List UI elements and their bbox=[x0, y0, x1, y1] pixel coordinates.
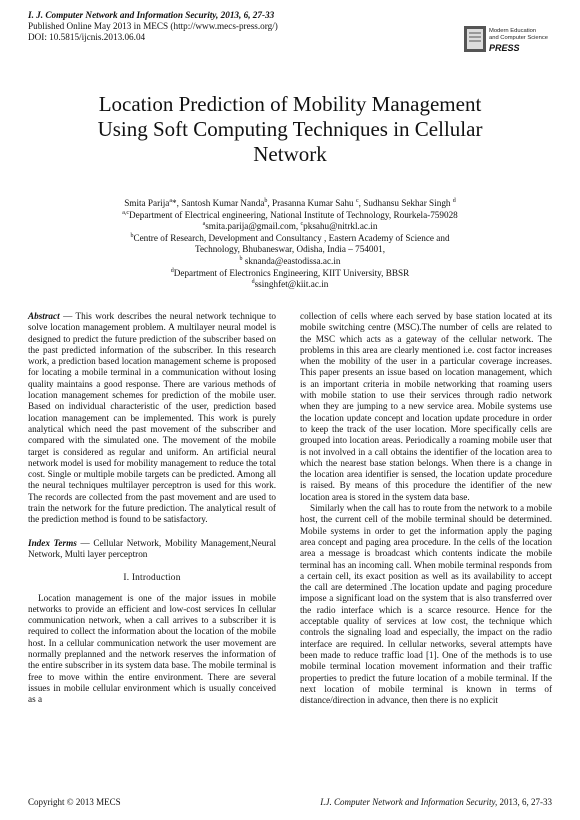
paper-title bbox=[30, 92, 550, 167]
doi-line: DOI: 10.5815/ijcnis.2013.06.04 bbox=[28, 32, 146, 42]
logo-line2: and Computer Science bbox=[489, 35, 548, 41]
title-line-3: Network bbox=[253, 142, 327, 166]
mecs-press-logo bbox=[462, 16, 554, 62]
logo-line1: Modern Education bbox=[489, 28, 537, 34]
index-terms-label: Index Terms bbox=[28, 537, 77, 548]
journal-header bbox=[28, 10, 458, 43]
abstract bbox=[28, 311, 276, 526]
title-line-1: Location Prediction of Mobility Management bbox=[98, 92, 482, 116]
index-terms bbox=[28, 538, 276, 561]
journal-citation bbox=[28, 10, 458, 21]
author-name: , Prasanna Kumar Sahu bbox=[267, 198, 356, 208]
body-paragraph-1: collection of cells where each served by base station located at its mobile switching centre (MSC).The number of cells are related to the MSC which acts as a gateway of the cellular network. The problems in this area are clearly mentioned i.e. cost factor increases when the mobility of the user in a particular coverage increases. This paper presents an issue based on location management, which is an important criteria in mobile networking that roaming users with mobile station to use their services through radio network when they are jumping to a new service area. Mobile systems use the location update concept and location update procedure in order to keep the track of the user location. More specifically cells are grouped into location areas. Periodically a roaming mobile user that is not involved in a call obtains the identifier of the location area to which the nearest base station belongs. When there is a change in the location area identifier is sensed, the location update procedure is raised. By means of this procedure the identifier of the new location area is stored in the system data base. bbox=[300, 311, 552, 502]
author-name: Smita Parija bbox=[124, 198, 170, 208]
author-name: , Sudhansu Sekhar Singh bbox=[358, 198, 453, 208]
journal-name: I. J. Computer Network and Information Security, bbox=[28, 10, 219, 20]
author-block bbox=[30, 198, 550, 291]
author-names: Smita Parija$^a$*, Santosh Kumar Nanda$^b$, Prasanna Kumar Sahu $^c$, Sudhansu Sekhar Singh $^d$ bbox=[124, 197, 456, 208]
mecs-logo-graphic bbox=[462, 16, 554, 62]
abstract-label: Abstract bbox=[28, 311, 60, 321]
abstract-text: — This work describes the neural network technique to solve location management problem. A multilayer neural model is designed to predict the future prediction of the subscriber based on the past predicted information of the subscriber. In this research work, a prediction based location management scheme is proposed for locating a mobile terminal in a communication without losing quality maintains a good response. There are various methods of location management schemes for prediction of the mobile user. Based on individual characteristic of the user, prediction based location management can be implemented. This work is purely analytical which need the past movement of the subscriber and compared with the simulated one. The movement of the mobile target is considered as regular and uniform. An artificial neural network model is used for mobility management to reduce the total cost. Single or multiple mobile targets can be predicted. Among all the neural techniques multilayer perceptron is used for this work. The records are collected from the past movement and are used to train the network for the future prediction. The analytical result of the prediction method is found to be satisfactory. bbox=[28, 311, 276, 525]
index-terms-text: — Cellular Network, Mobility Management,Neural Network, Multi layer perceptron bbox=[28, 537, 276, 559]
author-name: *, Santosh Kumar Nanda bbox=[172, 198, 265, 208]
affiliation-3: $^d$Department of Electronics Engineering, KIIT University, BBSR bbox=[170, 267, 410, 278]
right-column bbox=[300, 311, 552, 706]
email-1: $^a$smita.parija@gmail.com, $^c$pksahu@nitrkl.ac.in bbox=[202, 221, 378, 232]
email-3: $^d$ssinghfet@kiit.ac.in bbox=[251, 279, 329, 290]
intro-paragraph: Location management is one of the major issues in mobile networks to provide an efficient and low-cost services In cellular communication network, when a call arrives to a subscriber it is required to collect the information about the location of the mobile host. In a cellular communication network the user movement are normally preplanned and the network reserves the information of the entire subscriber in its system data base. The mobile terminal is free to move within the entire environment. There are several issues in mobile cellular environment which is usually conceived as a bbox=[28, 592, 276, 705]
journal-footer: I.J. Computer Network and Information Security, 2013, 6, 27-33 bbox=[320, 797, 552, 807]
published-line: Published Online May 2013 in MECS (http://www.mecs-press.org/) bbox=[28, 21, 278, 31]
email-2: $^b$ sknanda@eastodissa.ac.in bbox=[239, 255, 341, 266]
title-line-2: Using Soft Computing Techniques in Cellular bbox=[97, 117, 483, 141]
affiliation-2-cont: Technology, Bhubaneswar, Odisha, India – 754001, bbox=[194, 244, 385, 255]
affiliation-1: $^{a,c}$Department of Electrical engineering, National Institute of Technology, Rourkela-759028 bbox=[122, 209, 458, 220]
section-heading: I. Introduction bbox=[123, 573, 181, 584]
journal-issue: 2013, 6, 27-33 bbox=[218, 10, 275, 20]
affiliation-2: $^b$Centre of Research, Development and Consultancy , Eastern Academy of Science and bbox=[130, 232, 450, 243]
left-column bbox=[28, 311, 276, 706]
body-paragraph-2: Similarly when the call has to route from the network to a mobile host, the current cell of the mobile terminal should be determined. Mobile systems in order to get the information apply the paging area concept and paging area procedure. In the cells of the location area a message is broadcast which contents indicate the mobile terminal has an incoming call. When mobile terminal responds from a certain cell, its exact position as well as its availability to accept the call are determined .The location update and paging procedure impose a significant load on the system that is also transferred over the radio interface which is a scarce resource. Hence for the acceptable quality of services at low cost, the technique which controls the signaling load and especially, the impact on the radio interface are required. In cellular networks, several attempts have been made to reduce traffic load [1]. One of the methods is to use mobile terminal location movement information and their traffic properties to predict the future location of a mobile terminal. If the next location of mobile terminal is known in terms of distance/direction in advance, then there is no explicit bbox=[300, 503, 552, 706]
logo-press: PRESS bbox=[489, 43, 520, 53]
copyright-footer: Copyright © 2013 MECS bbox=[28, 797, 121, 807]
